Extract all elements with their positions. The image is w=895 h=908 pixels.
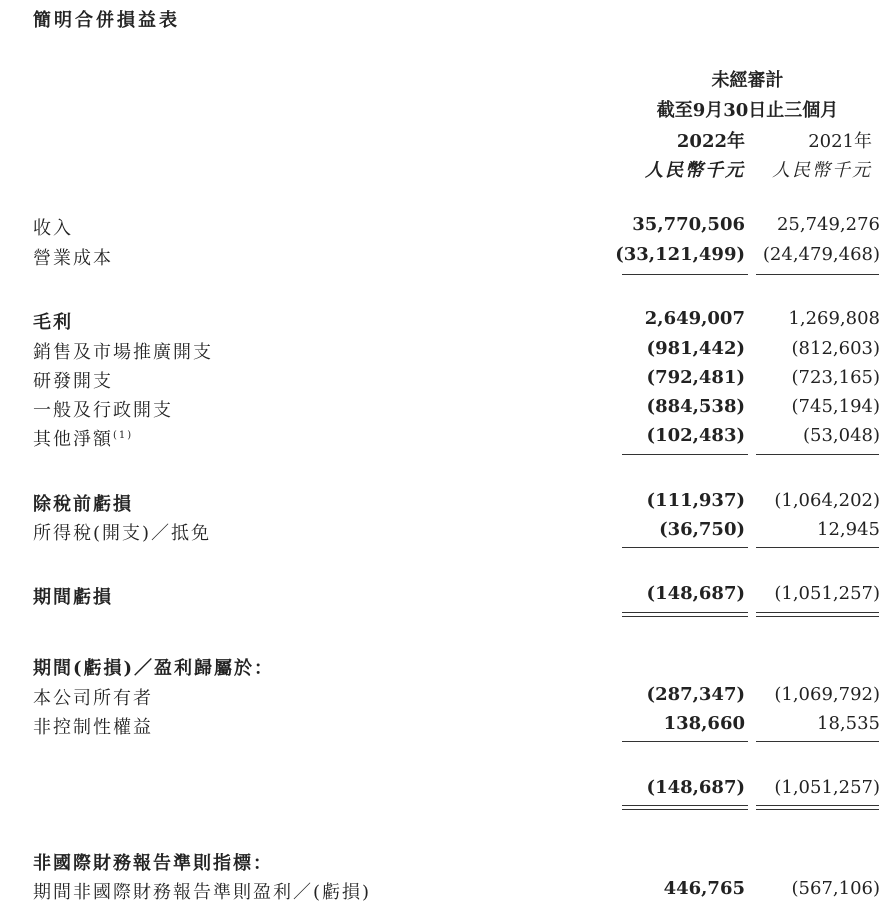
year-2021-header: 2021年 bbox=[808, 131, 872, 152]
unit-2022-header: 人民幣千元 bbox=[645, 160, 745, 181]
footnote-marker: (1) bbox=[113, 430, 134, 441]
rule bbox=[622, 741, 748, 742]
row-label-tax: 所得稅(開支)／抵免 bbox=[33, 523, 212, 544]
row-label-pretax-loss: 除稅前虧損 bbox=[33, 494, 133, 515]
value-2021-revenue: 25,749,276 bbox=[776, 214, 880, 235]
row-label-admin: 一般及行政開支 bbox=[33, 400, 173, 421]
unit-2021-header: 人民幣千元 bbox=[772, 160, 872, 181]
value-2021-selling: (812,603) bbox=[791, 338, 880, 359]
value-2021-other: (53,048) bbox=[802, 425, 880, 446]
rule bbox=[756, 616, 879, 617]
rule bbox=[756, 612, 879, 613]
value-2021-rnd: (723,165) bbox=[791, 367, 880, 388]
value-2022-gross-profit: 2,649,007 bbox=[644, 308, 745, 329]
attribution-heading: 期間(虧損)／盈利歸屬於： bbox=[33, 658, 275, 679]
value-2022-non-ifrs: 446,765 bbox=[663, 878, 745, 899]
rule bbox=[622, 274, 748, 275]
value-2022-rnd: (792,481) bbox=[646, 367, 745, 388]
value-2021-tax: 12,945 bbox=[817, 519, 880, 540]
rule bbox=[756, 809, 879, 810]
year-2022-header: 2022年 bbox=[676, 131, 745, 152]
value-2022-revenue: 35,770,506 bbox=[632, 214, 745, 235]
value-2021-total: (1,051,257) bbox=[774, 777, 880, 798]
period-header: 截至9月30日止三個月 bbox=[656, 100, 839, 121]
value-2022-pretax-loss: (111,937) bbox=[646, 490, 745, 511]
rule bbox=[756, 547, 879, 548]
row-label-gross-profit: 毛利 bbox=[33, 312, 73, 333]
row-label-non-ifrs: 期間非國際財務報告準則盈利／(虧損) bbox=[33, 882, 372, 903]
value-2021-owners: (1,069,792) bbox=[774, 684, 880, 705]
value-2022-selling: (981,442) bbox=[646, 338, 745, 359]
value-2022-admin: (884,538) bbox=[646, 396, 745, 417]
rule bbox=[622, 805, 748, 806]
value-2021-gross-profit: 1,269,808 bbox=[788, 308, 880, 329]
rule bbox=[756, 274, 879, 275]
rule bbox=[622, 809, 748, 810]
unaudited-header: 未經審計 bbox=[711, 70, 784, 91]
row-label-selling: 銷售及市場推廣開支 bbox=[33, 342, 213, 363]
value-2022-period-loss: (148,687) bbox=[646, 583, 745, 604]
rule bbox=[622, 454, 748, 455]
value-2021-admin: (745,194) bbox=[791, 396, 880, 417]
value-2021-nci: 18,535 bbox=[817, 713, 880, 734]
rule bbox=[622, 612, 748, 613]
rule bbox=[622, 547, 748, 548]
value-2021-cost: (24,479,468) bbox=[762, 244, 880, 265]
other-label-text: 其他淨額 bbox=[33, 429, 113, 450]
value-2021-pretax-loss: (1,064,202) bbox=[774, 490, 880, 511]
non-ifrs-heading: 非國際財務報告準則指標： bbox=[33, 853, 273, 874]
rule bbox=[756, 741, 879, 742]
value-2022-owners: (287,347) bbox=[646, 684, 745, 705]
rule bbox=[756, 454, 879, 455]
row-label-other bbox=[33, 425, 133, 451]
value-2022-nci: 138,660 bbox=[663, 713, 745, 734]
value-2021-non-ifrs: (567,106) bbox=[791, 878, 880, 899]
row-label-owners: 本公司所有者 bbox=[33, 688, 153, 709]
rule bbox=[756, 805, 879, 806]
page-title: 簡明合併損益表 bbox=[33, 10, 180, 31]
value-2021-period-loss: (1,051,257) bbox=[774, 583, 880, 604]
value-2022-tax: (36,750) bbox=[659, 519, 745, 540]
row-label-revenue: 收入 bbox=[33, 218, 73, 239]
row-label-period-loss: 期間虧損 bbox=[33, 587, 113, 608]
value-2022-total: (148,687) bbox=[646, 777, 745, 798]
rule bbox=[622, 616, 748, 617]
row-label-rnd: 研發開支 bbox=[33, 371, 113, 392]
row-label-nci: 非控制性權益 bbox=[33, 717, 153, 738]
value-2022-other: (102,483) bbox=[646, 425, 745, 446]
row-label-cost: 營業成本 bbox=[33, 248, 113, 269]
value-2022-cost: (33,121,499) bbox=[615, 244, 745, 265]
